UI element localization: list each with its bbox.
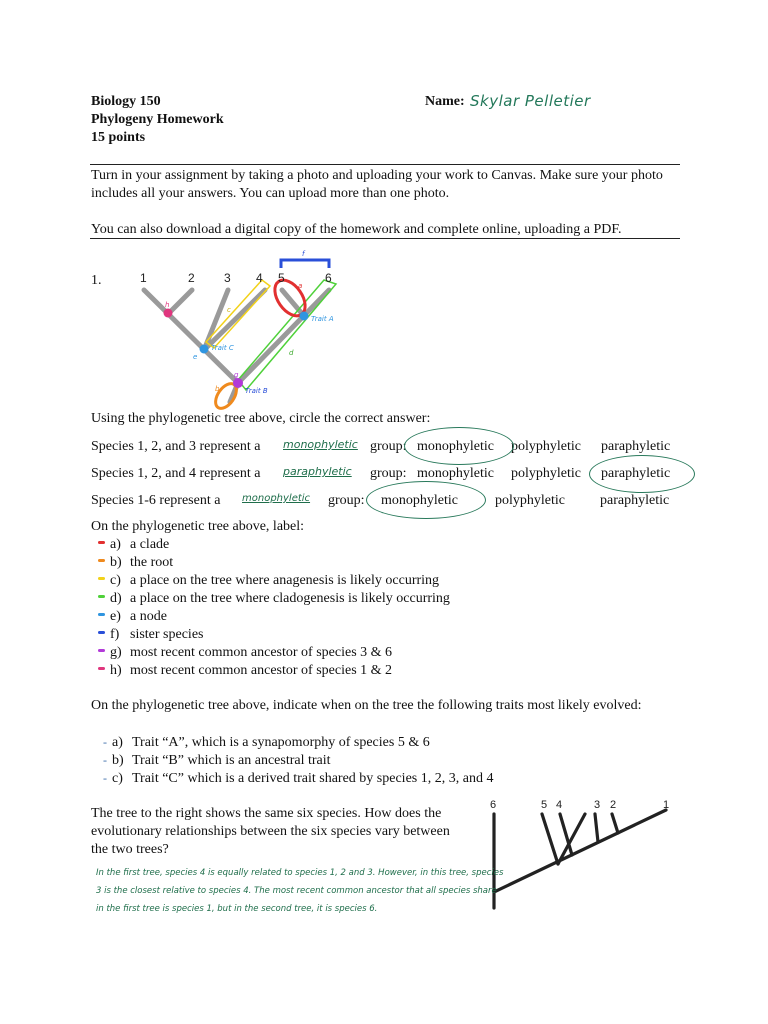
mc-row-1-answer: monophyletic bbox=[283, 438, 358, 451]
label-item-c: c) a place on the tree where anagenesis is likely occurring bbox=[98, 572, 439, 590]
instructions-paragraph-1: Turn in your assignment by taking a photo and uploading your work to Canvas. Make sure your photo includes all your answers. You can upload more than one photo. bbox=[91, 168, 663, 201]
trait-c-label: Trait C bbox=[211, 344, 234, 352]
answer-line-2: 3 is the closest relative to species 4. The most recent common ancestor that all species share bbox=[96, 886, 497, 896]
mc-row-1-prefix: Species 1, 2, and 3 represent a bbox=[91, 439, 261, 454]
mc-row-2-answer: paraphyletic bbox=[283, 465, 352, 478]
handwritten-answer bbox=[96, 864, 503, 918]
mc-row-3-answer: monophyletic bbox=[242, 493, 311, 504]
mc-row-2-suffix: group: bbox=[370, 466, 407, 481]
branch-species-4 bbox=[204, 290, 265, 350]
annotation-e: e bbox=[193, 353, 198, 361]
species-label-4: 4 bbox=[256, 271, 263, 285]
points-label: 15 points bbox=[91, 130, 146, 145]
mc-row-2-option-polyphyletic[interactable]: polyphyletic bbox=[511, 466, 581, 481]
trait-item-c: - c) Trait “C” which is a derived trait shared by species 1, 2, 3, and 4 bbox=[103, 771, 494, 786]
tree2-label-1: 1 bbox=[663, 799, 670, 811]
pen-dash-icon: - bbox=[103, 753, 107, 767]
annotation-c: c bbox=[227, 306, 231, 314]
label-prompt: On the phylogenetic tree above, label: bbox=[91, 519, 305, 534]
answer-line-3: in the first tree is species 1, but in the second tree, it is species 6. bbox=[96, 904, 378, 914]
mc-row-3-option-paraphyletic[interactable]: paraphyletic bbox=[600, 493, 670, 508]
mc-row-2-option-monophyletic[interactable]: monophyletic bbox=[417, 466, 494, 481]
annotation-g: g bbox=[234, 371, 239, 379]
compare-prompt: The tree to the right shows the same six species. How does the evolutionary relationships between the six species vary between the two trees? bbox=[91, 806, 450, 857]
marker-orange-icon bbox=[98, 559, 105, 562]
mc-row-3-option-polyphyletic[interactable]: polyphyletic bbox=[495, 493, 565, 508]
phylogenetic-tree-2 bbox=[480, 792, 685, 917]
species-label-2: 2 bbox=[188, 271, 195, 285]
species-label-3: 3 bbox=[224, 271, 231, 285]
trait-prompt: On the phylogenetic tree above, indicate when on the tree the following traits most likely evolved: bbox=[91, 698, 642, 713]
trait-b-label: Trait B bbox=[245, 387, 268, 395]
mc-row-3-option-monophyletic[interactable]: monophyletic bbox=[381, 493, 458, 508]
mc-row-3-prefix: Species 1-6 represent a bbox=[91, 493, 221, 508]
mc-row-1-option-monophyletic[interactable]: monophyletic bbox=[417, 439, 494, 454]
tree2-branch-3 bbox=[595, 814, 598, 842]
phylogenetic-tree-1 bbox=[130, 240, 360, 415]
tree2-branch-2 bbox=[612, 814, 618, 833]
sister-species-bracket bbox=[281, 260, 329, 268]
assignment-title: Phylogeny Homework bbox=[91, 112, 224, 127]
label-item-f: f) sister species bbox=[98, 626, 203, 644]
marker-lightblue-icon bbox=[98, 613, 105, 616]
student-name: Skylar Pelletier bbox=[470, 92, 591, 110]
trait-a-label: Trait A bbox=[311, 315, 334, 323]
annotation-f: f bbox=[302, 250, 305, 258]
node-trait-a bbox=[300, 312, 309, 321]
mc-row-1-suffix: group: bbox=[370, 439, 407, 454]
circle-prompt: Using the phylogenetic tree above, circle the correct answer: bbox=[91, 411, 431, 426]
trait-item-a: - a) Trait “A”, which is a synapomorphy of species 5 & 6 bbox=[103, 735, 430, 750]
course-title: Biology 150 bbox=[91, 94, 161, 109]
annotation-a: a bbox=[298, 282, 303, 290]
tree2-label-4: 4 bbox=[556, 799, 563, 811]
marker-yellow-icon bbox=[98, 577, 105, 580]
mc-row-1-circle bbox=[404, 427, 514, 465]
tree2-label-3: 3 bbox=[594, 799, 601, 811]
annotation-d: d bbox=[289, 349, 294, 357]
label-item-e: e) a node bbox=[98, 608, 167, 626]
marker-red-icon bbox=[98, 541, 105, 544]
marker-purple-icon bbox=[98, 649, 105, 652]
top-divider bbox=[90, 164, 680, 165]
label-item-h: h) most recent common ancestor of species 1 & 2 bbox=[98, 662, 392, 680]
name-label: Name: bbox=[425, 94, 465, 109]
marker-pink-icon bbox=[98, 667, 105, 670]
species-label-1: 1 bbox=[140, 271, 147, 285]
pen-dash-icon: - bbox=[103, 771, 107, 785]
mc-row-3-circle bbox=[366, 481, 486, 519]
mc-row-2-circle bbox=[589, 455, 695, 493]
label-item-a: a) a clade bbox=[98, 536, 169, 554]
mc-row-1-option-polyphyletic[interactable]: polyphyletic bbox=[511, 439, 581, 454]
marker-green-icon bbox=[98, 595, 105, 598]
node-e bbox=[200, 345, 209, 354]
tree2-label-5: 5 bbox=[541, 799, 548, 811]
question-number: 1. bbox=[91, 273, 102, 288]
mc-row-2-prefix: Species 1, 2, and 4 represent a bbox=[91, 466, 261, 481]
instructions-paragraph-2: You can also download a digital copy of the homework and complete online, uploading a PDF. bbox=[91, 222, 622, 237]
node-h bbox=[164, 309, 173, 318]
label-item-b: b) the root bbox=[98, 554, 173, 572]
tree2-label-6: 6 bbox=[490, 799, 497, 811]
mc-row-3-suffix: group: bbox=[328, 493, 365, 508]
mc-row-2-option-paraphyletic[interactable]: paraphyletic bbox=[601, 466, 671, 481]
tree2-branch-5 bbox=[542, 814, 558, 864]
answer-line-1: In the first tree, species 4 is equally related to species 1, 2 and 3. However, in this tree, species bbox=[96, 868, 504, 878]
annotation-b: b bbox=[215, 385, 220, 393]
annotation-h: h bbox=[165, 301, 170, 309]
label-item-g: g) most recent common ancestor of species 3 & 6 bbox=[98, 644, 392, 662]
mc-row-1-option-paraphyletic[interactable]: paraphyletic bbox=[601, 439, 671, 454]
tree2-label-2: 2 bbox=[610, 799, 617, 811]
marker-blue-icon bbox=[98, 631, 105, 634]
trait-item-b: - b) Trait “B” which is an ancestral trait bbox=[103, 753, 331, 768]
node-g bbox=[233, 378, 243, 388]
instructions-divider bbox=[90, 238, 680, 239]
pen-dash-icon: - bbox=[103, 735, 107, 749]
label-item-d: d) a place on the tree where cladogenesis is likely occurring bbox=[98, 590, 450, 608]
species-label-5: 5 bbox=[278, 271, 285, 285]
species-label-6: 6 bbox=[325, 271, 332, 285]
